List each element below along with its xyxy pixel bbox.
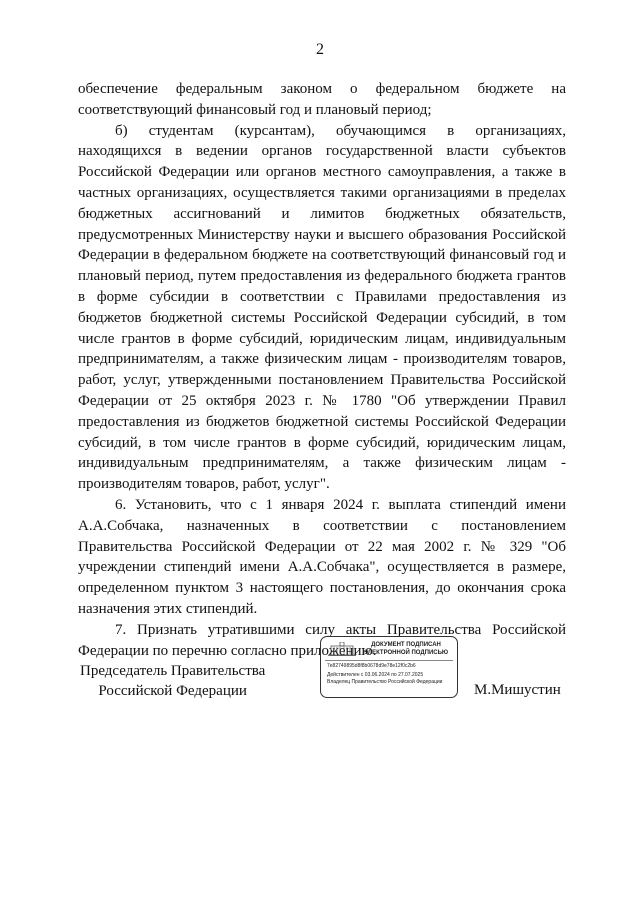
stamp-title-line2: ЭЛЕКТРОННОЙ ПОДПИСЬЮ bbox=[363, 649, 449, 656]
paragraph-continuation: обеспечение федеральным законом о федеральном бюджете на соответствующий финансовый год и плановый период; bbox=[78, 81, 566, 118]
stamp-certificate: 7e82749895d8f8b0678d9e78e12f0c2b6 bbox=[327, 663, 416, 669]
government-building-icon bbox=[327, 642, 357, 656]
stamp-title-line1: ДОКУМЕНТ ПОДПИСАН bbox=[371, 642, 441, 648]
electronic-signature-stamp bbox=[320, 636, 458, 698]
signatory-position-line2: Российской Федерации bbox=[98, 683, 247, 699]
paragraph-7: 7. Признать утратившими силу акты Правительства Российской Федерации по перечню согласно приложению. bbox=[78, 621, 566, 659]
document-body bbox=[78, 79, 566, 661]
signatory-position bbox=[80, 661, 265, 701]
page-number: 2 bbox=[316, 41, 324, 58]
signatory-position-line1: Председатель Правительства bbox=[80, 663, 266, 679]
stamp-title bbox=[357, 642, 455, 657]
stamp-validity: Действителен с 03.06.2024 по 27.07.2025 bbox=[327, 672, 424, 678]
stamp-owner: Владелец Правительство Российской Федерации bbox=[327, 679, 443, 685]
paragraph-6: 6. Установить, что с 1 января 2024 г. выплата стипендий имени А.А.Собчака, назначенных в соответствии с постановлением Правительства Российской Федерации от 22 мая 2002 г. № 329 "Об учреждении стипендий имени А.А.Собчака", осуществляется в размере, определенном пунктом 3 настоящего постановления, до окончания срока назначения этих стипендий. bbox=[78, 496, 566, 617]
stamp-divider bbox=[325, 660, 453, 661]
paragraph-b: б) студентам (курсантам), обучающимся в организациях, находящихся в ведении органов государственной власти субъектов Российской Федерации или органов местного самоуправления, а также в частных организациях, осуществляется такими организациями в пределах бюджетных ассигнований и лимитов бюджетных обязательств, предусмотренных Министерству науки и высшего образования Российской Федерации в федеральном бюджете на соответствующий финансовый год и плановый период, путем предоставления из федерального бюджета грантов в форме субсидии в соответствии с Правилами предоставления из бюджетов бюджетной системы Российской Федерации субсидий, в том числе грантов в форме субсидий, юридическим лицам, индивидуальным предпринимателям, а также физическим лицам - производителям товаров, работ, услуг, утвержденными постановлением Правительства Российской Федерации от 25 октября 2023 г. № 1780 "Об утверждении Правил предоставления из бюджетов бюджетной системы Российской Федерации субсидий, в том числе грантов в форме субсидий, юридическим лицам, индивидуальным предпринимателям, а также физическим лицам - производителям товаров, работ, услуг". bbox=[78, 122, 566, 493]
signatory-name: М.Мишустин bbox=[474, 682, 561, 698]
